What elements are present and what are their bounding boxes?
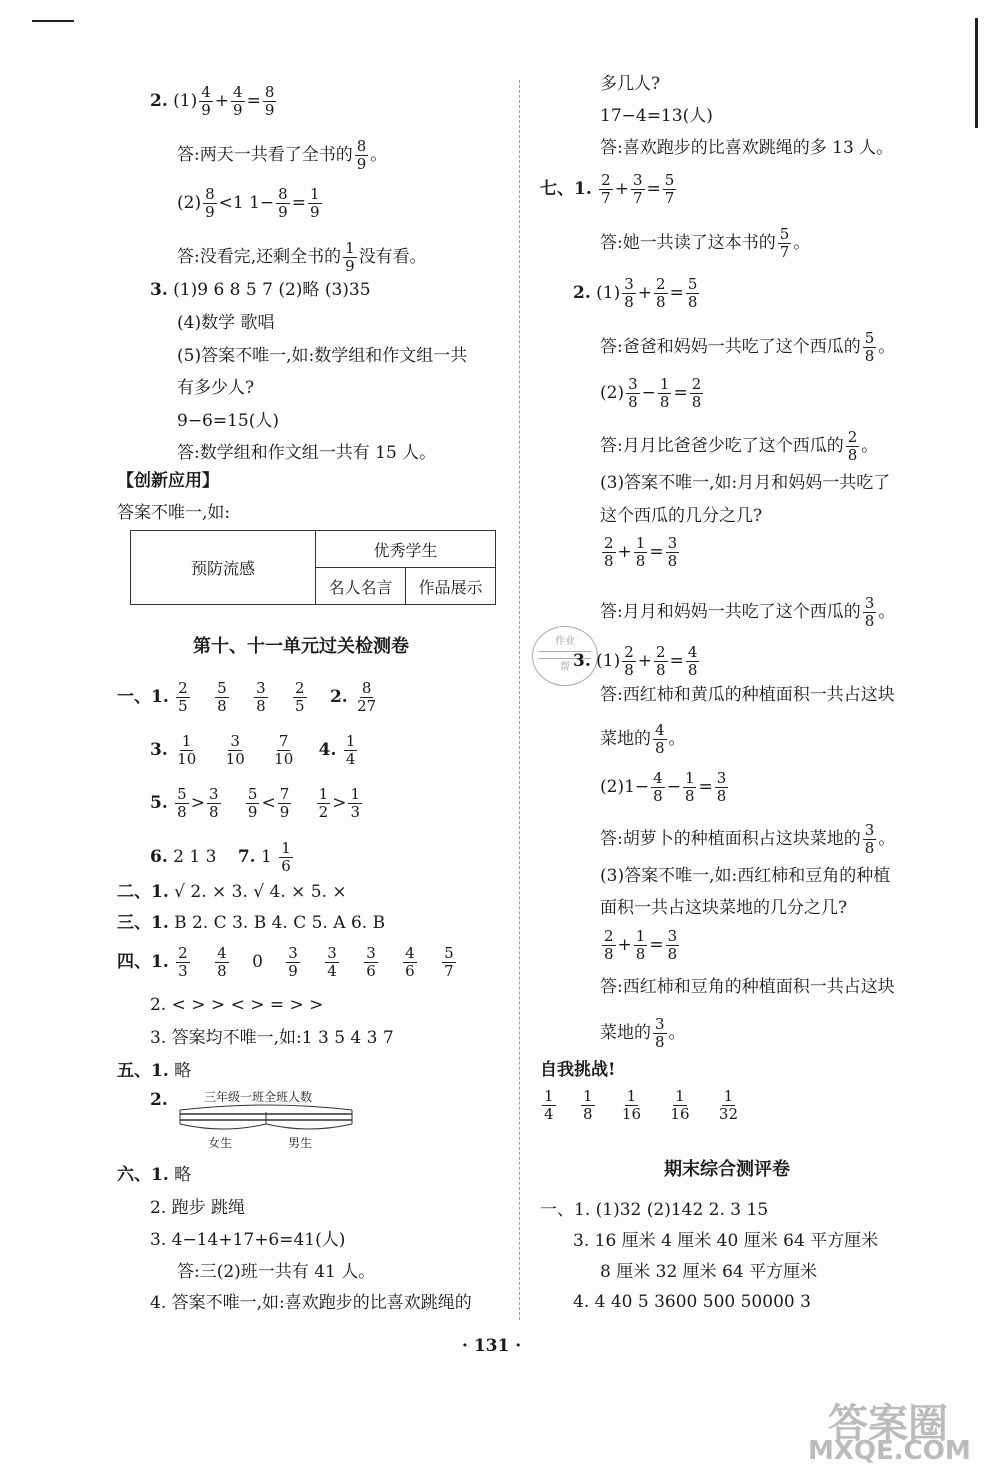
- cont-line2: 17−4=13(人): [600, 106, 713, 126]
- header-rule-left: [32, 20, 74, 22]
- s2-row: 二、1. √ 2. × 3. √ 4. × 5. ×: [117, 882, 347, 902]
- table-cell-bottom-left: 名人名言: [316, 568, 406, 605]
- cont-line3: 答:喜欢跑步的比喜欢跳绳的多 13 人。: [600, 138, 894, 158]
- homework-stamp: 作业 帮: [532, 626, 598, 686]
- diagram-top-label: 三年级一班全班人数: [204, 1090, 313, 1104]
- q2-part2-answer: 答:没看完,还剩全书的 $\frac{1}{9}$ 没有看。: [177, 239, 427, 275]
- s1-row4: 6. 2 1 3 7. 1 $\frac{1}{6}$: [150, 839, 291, 875]
- table-cell-left: 预防流感: [131, 531, 316, 605]
- s7-q2-p3-line1: (3)答案不唯一,如:月月和妈妈一共吃了: [600, 473, 891, 493]
- s7-q3-p1-answer1: 答:西红柿和黄瓜的种植面积一共占这块: [600, 685, 895, 705]
- s5-q2-label: 2.: [150, 1090, 168, 1110]
- innovation-intro: 答案不唯一,如:: [117, 503, 231, 523]
- s6-row3-answer: 答:三(2)班一共有 41 人。: [177, 1262, 376, 1282]
- s7-q2-p2: (2) $\frac{3}{8}$ − $\frac{1}{8}$ = $\frac{2}{8}$: [600, 375, 702, 411]
- page-number: · 131 ·: [462, 1336, 522, 1356]
- final-line2: 3. 16 厘米 4 厘米 40 厘米 64 平方厘米: [573, 1231, 879, 1251]
- s1-row1: 一、1. $\frac{2}{5}$ $\frac{5}{8}$ $\frac{3}{8}$ $\frac{2}{5}$ 2. $\frac{8}{27}$: [117, 679, 377, 715]
- s6-row2: 2. 跑步 跳绳: [150, 1198, 246, 1218]
- s7-q2-p3-line2: 这个西瓜的几分之几?: [600, 506, 763, 526]
- s7-q3-p2-answer: 答:胡萝卜的种植面积占这块菜地的 $\frac{3}{8}$ 。: [600, 821, 896, 857]
- s1-row2: 3. $\frac{1}{10}$ $\frac{3}{10}$ $\frac{7}{10}$ 4. $\frac{1}{4}$: [150, 732, 356, 768]
- s7-q2-p3-eq: $\frac{2}{8}$ + $\frac{1}{8}$ = $\frac{3}{8}$: [604, 534, 678, 570]
- s7-q1: 七、1. $\frac{2}{7}$ + $\frac{3}{7}$ = $\frac{5}{7}$: [540, 171, 675, 207]
- final-title: 期末综合测评卷: [664, 1159, 790, 1180]
- s6-row3: 3. 4−14+17+6=41(人): [150, 1230, 346, 1250]
- column-divider: [519, 80, 520, 1320]
- s7-q3-p3-eq: $\frac{2}{8}$ + $\frac{1}{8}$ = $\frac{3}{8}$: [604, 927, 678, 963]
- header-rule-right: [975, 18, 978, 128]
- s7-q2-p2-answer: 答:月月比爸爸少吃了这个西瓜的 $\frac{2}{8}$ 。: [600, 428, 879, 464]
- q3-line3: (5)答案不唯一,如:数学组和作文组一共: [177, 346, 468, 366]
- challenge-fractions: $\frac{1}{4}$ $\frac{1}{8}$ $\frac{1}{16}$ $\frac{1}{16}$ $\frac{1}{32}$: [544, 1087, 738, 1123]
- people-diagram: [176, 1088, 356, 1150]
- innovation-table: [130, 530, 496, 605]
- s3-row: 三、1. B 2. C 3. B 4. C 5. A 6. B: [117, 913, 386, 933]
- q3-line4: 有多少人?: [177, 378, 255, 398]
- q3-line2: (4)数学 歌唱: [177, 313, 275, 333]
- s7-q3-p1: 3. (1) $\frac{2}{8}$ + $\frac{2}{8}$ = $\frac{4}{8}$: [573, 643, 698, 679]
- s7-q2-p1: 2. (1) $\frac{3}{8}$ + $\frac{2}{8}$ = $\frac{5}{8}$: [573, 275, 698, 311]
- s7-q3-p3-line1: (3)答案不唯一,如:西红柿和豆角的种植: [600, 866, 891, 886]
- q2-part1: 2. (1) $\frac{4}{9}$ + $\frac{4}{9}$ = $\frac{8}{9}$: [150, 83, 275, 119]
- q3-line6: 答:数学组和作文组一共有 15 人。: [177, 443, 437, 463]
- s7-q3-p1-answer2: 菜地的 $\frac{4}{8}$ 。: [600, 721, 686, 757]
- s6-row4: 4. 答案不唯一,如:喜欢跑步的比喜欢跳绳的: [150, 1293, 472, 1313]
- s7-q3-p2: (2)1− $\frac{4}{8}$ − $\frac{1}{8}$ = $\frac{3}{8}$: [600, 769, 727, 805]
- final-line3: 8 厘米 32 厘米 64 平方厘米: [600, 1262, 818, 1282]
- final-line4: 4. 4 40 5 3600 500 50000 3: [573, 1292, 811, 1312]
- q3-line1: 3. (1)9 6 8 5 7 (2)略 (3)35: [150, 280, 371, 300]
- s7-q3-p3-line2: 面积一共占这块菜地的几分之几?: [600, 898, 848, 918]
- s1-row3: 5. $\frac{5}{8}$ > $\frac{3}{8}$ $\frac{5}{9}$ < $\frac{7}{9}$ $\frac{1}{2}$ > $\frac{1}{3}$: [150, 785, 360, 821]
- s7-q1-answer: 答:她一共读了这本书的 $\frac{5}{7}$ 。: [600, 225, 811, 261]
- final-line1: 一、1. (1)32 (2)142 2. 3 15: [540, 1200, 769, 1220]
- unit-title: 第十、十一单元过关检测卷: [193, 636, 409, 657]
- s7-q2-p1-answer: 答:爸爸和妈妈一共吃了这个西瓜的 $\frac{5}{8}$ 。: [600, 329, 896, 365]
- q2-part1-answer: 答:两天一共看了全书的 $\frac{8}{9}$ 。: [177, 137, 388, 173]
- diagram-bar: [176, 1102, 356, 1142]
- s4-row2: 2. < > > < > = > >: [150, 995, 324, 1015]
- s4-row1: 四、1. $\frac{2}{3}$ $\frac{4}{8}$ 0 $\frac{3}{9}$ $\frac{3}{4}$ $\frac{3}{6}$ $\frac{4}{6}$ $\frac{5}{7}$: [117, 944, 454, 980]
- q2-part2: (2) $\frac{8}{9}$ <1 1− $\frac{8}{9}$ = $\frac{1}{9}$: [177, 185, 320, 221]
- s6-row1: 六、1. 略: [117, 1165, 192, 1185]
- table-cell-top: 优秀学生: [316, 531, 496, 568]
- diagram-girls-label: 女生: [208, 1136, 233, 1150]
- challenge-title: 自我挑战!: [540, 1060, 616, 1080]
- s7-q3-p3-answer1: 答:西红柿和豆角的种植面积一共占这块: [600, 977, 895, 997]
- s7-q2-p3-answer: 答:月月和妈妈一共吃了这个西瓜的 $\frac{3}{8}$ 。: [600, 594, 896, 630]
- table-cell-bottom-right: 作品展示: [406, 568, 496, 605]
- s5-row1: 五、1. 略: [117, 1061, 192, 1081]
- watermark-logo: 答案圈: [828, 1401, 948, 1447]
- watermark-url: MXQE.COM: [808, 1436, 971, 1466]
- s4-row3: 3. 答案均不唯一,如:1 3 5 4 3 7: [150, 1028, 394, 1048]
- s7-q3-p3-answer2: 菜地的 $\frac{3}{8}$ 。: [600, 1015, 686, 1051]
- cont-line1: 多几人?: [600, 74, 661, 94]
- innovation-title: 【创新应用】: [117, 471, 219, 491]
- diagram-boys-label: 男生: [288, 1136, 313, 1150]
- q3-line5: 9−6=15(人): [177, 411, 280, 431]
